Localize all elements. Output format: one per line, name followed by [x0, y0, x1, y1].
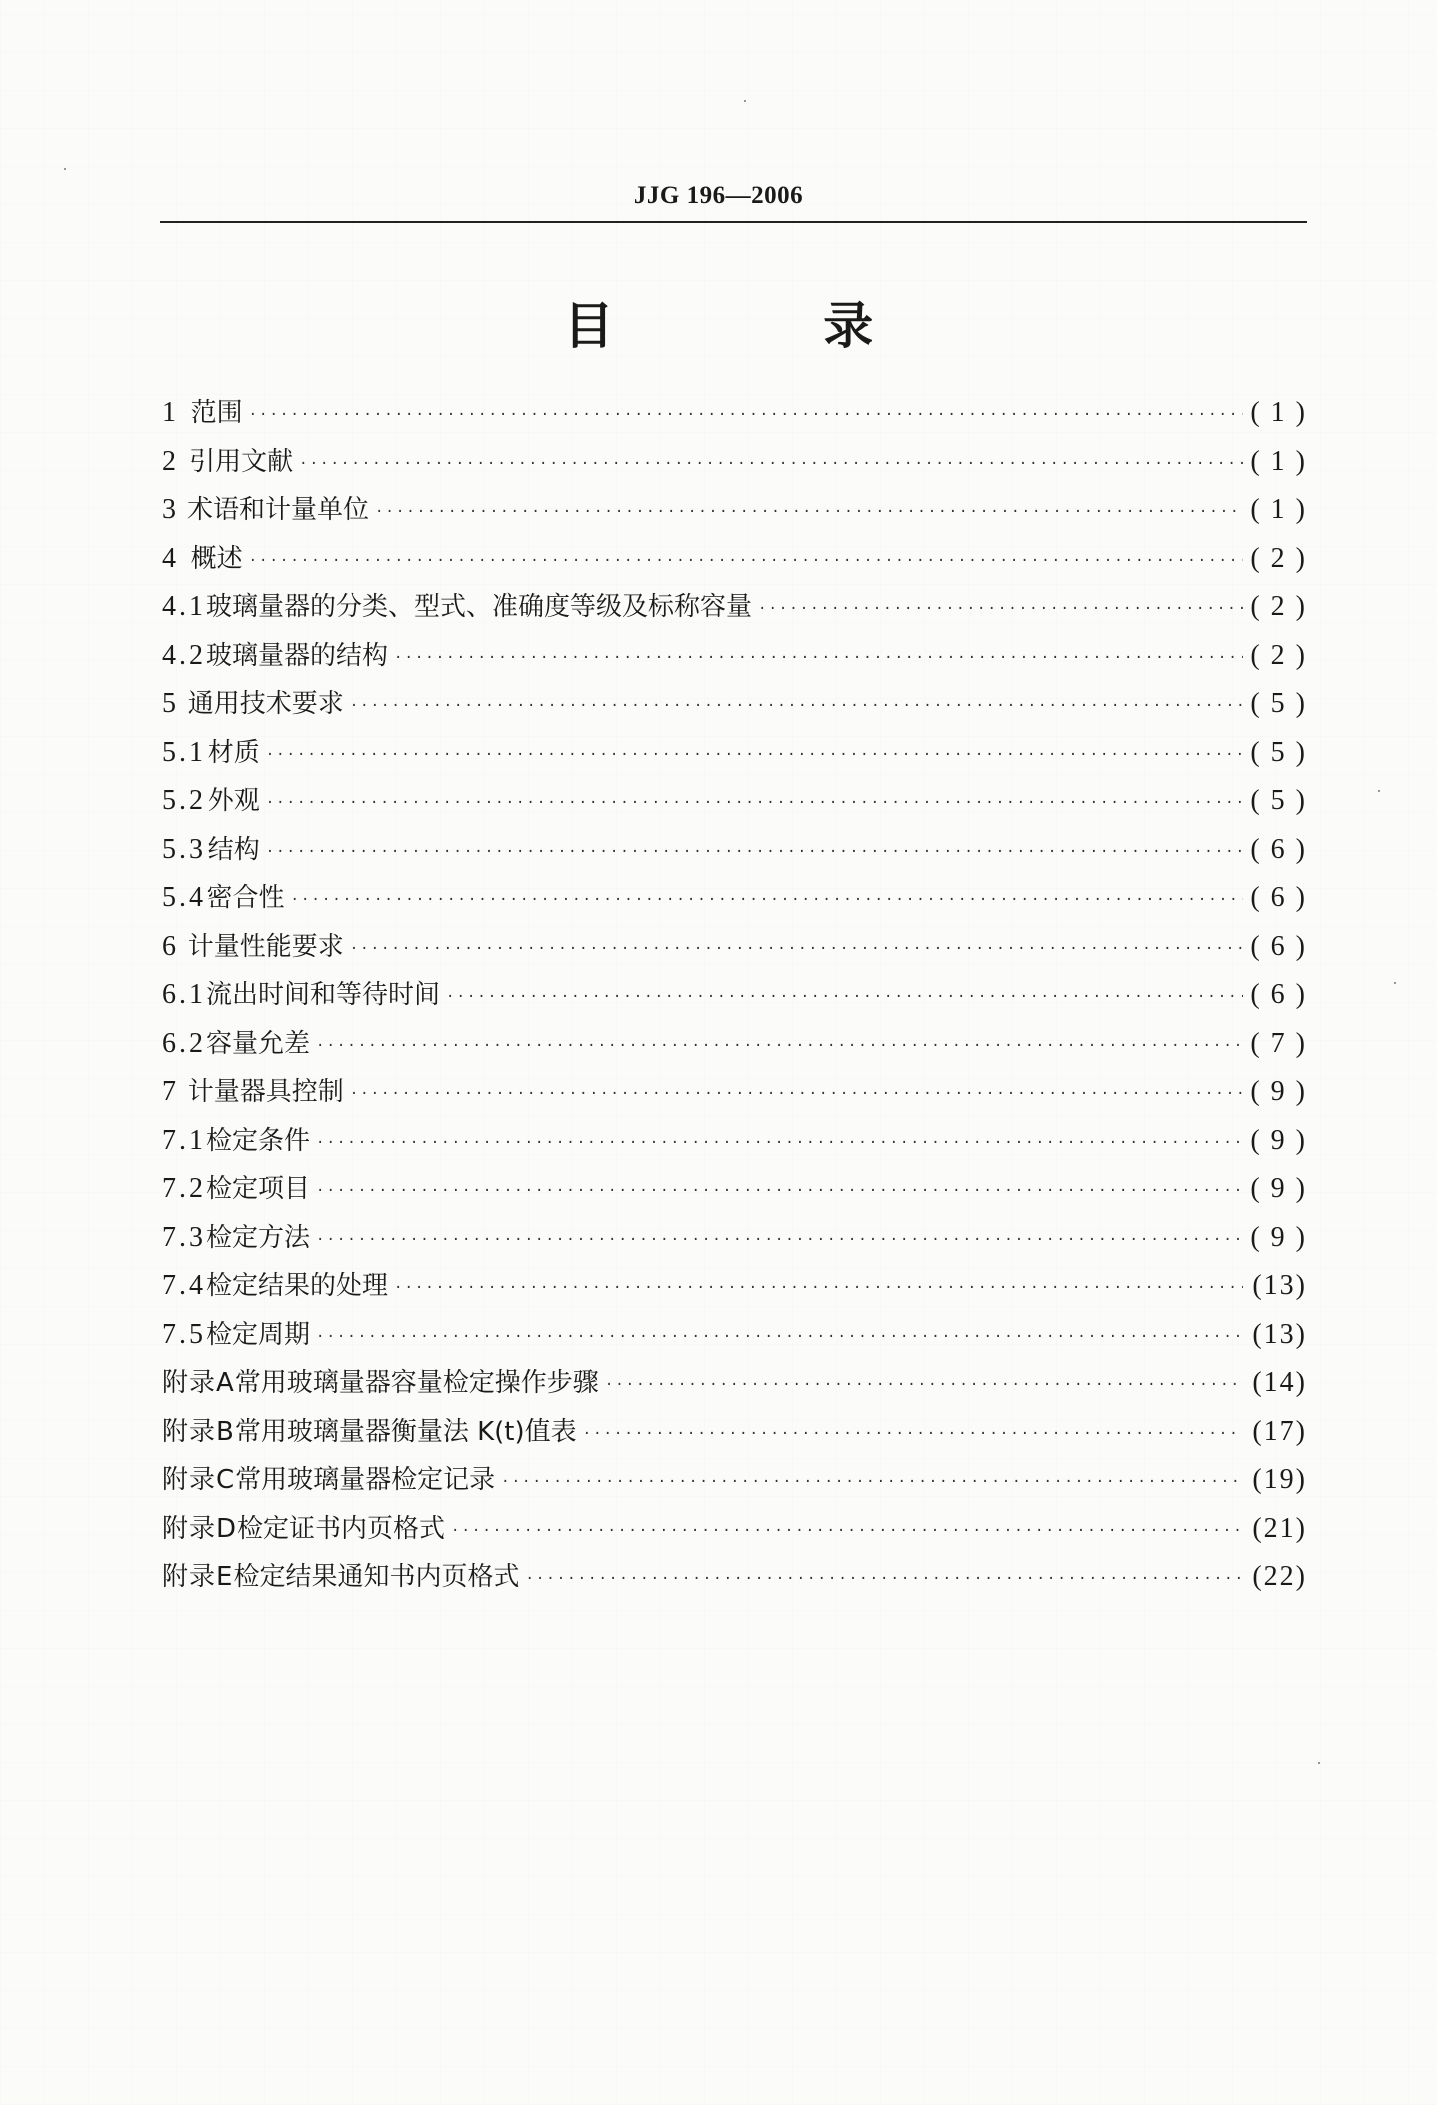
toc-entry-page: ( 9 )	[1250, 1221, 1307, 1253]
toc-dot-leader	[350, 941, 1243, 957]
toc-entry	[162, 780, 1307, 829]
toc-entry-page: ( 2 )	[1250, 639, 1307, 671]
toc-entry-label: 检定方法	[206, 1222, 311, 1253]
toc-entry-label: 引用文献	[189, 446, 294, 477]
toc-entry-label: 常用玻璃量器检定记录	[235, 1465, 496, 1495]
header-rule	[160, 221, 1307, 223]
toc-entry	[162, 1556, 1307, 1605]
scan-speck	[1318, 1762, 1320, 1764]
toc-entry-label: 常用玻璃量器容量检定操作步骤	[234, 1368, 599, 1398]
toc-entry	[162, 392, 1307, 441]
toc-entry-page: (13)	[1252, 1270, 1307, 1301]
toc-entry-label: 玻璃量器的分类、型式、准确度等级及标称容量	[206, 592, 753, 622]
toc-entry-number: 5	[162, 688, 177, 719]
toc-entry-number: 5.2	[162, 785, 206, 816]
toc-entry-page: ( 6 )	[1250, 833, 1307, 865]
toc-entry-label: 检定项目	[206, 1174, 311, 1204]
page-title: 目 录	[563, 297, 970, 355]
toc-entry-page: ( 5 )	[1250, 736, 1307, 768]
toc-dot-leader	[316, 1038, 1243, 1054]
toc-entry	[162, 1314, 1307, 1363]
toc-entry-label: 检定周期	[206, 1319, 311, 1350]
toc-entry	[162, 441, 1307, 490]
toc-entry-page: ( 1 )	[1250, 494, 1307, 525]
toc-entry-number: 5.1	[162, 736, 206, 768]
toc-entry	[162, 829, 1307, 878]
toc-dot-leader	[299, 456, 1243, 472]
toc-entry-number: 3	[162, 494, 177, 525]
toc-entry	[162, 489, 1307, 538]
toc-entry-number: 6.2	[162, 1027, 206, 1059]
toc-entry-label: 密合性	[206, 883, 285, 913]
toc-entry	[162, 1411, 1307, 1460]
toc-dot-leader	[350, 1086, 1243, 1102]
toc-entry-page: ( 9 )	[1250, 1124, 1307, 1156]
toc-entry-number: 7.2	[162, 1173, 206, 1204]
toc-dot-leader	[316, 1135, 1243, 1151]
scan-speck	[64, 168, 66, 170]
toc-entry-number: 4.2	[162, 639, 206, 671]
toc-entry-page: ( 6 )	[1250, 930, 1307, 962]
toc-entry-number: 附录B	[162, 1416, 235, 1447]
toc-dot-leader	[266, 795, 1243, 811]
toc-entry	[162, 586, 1307, 635]
toc-entry-label: 范围	[190, 398, 243, 428]
toc-entry-page: (19)	[1252, 1464, 1307, 1495]
toc-entry-page: ( 2 )	[1250, 542, 1307, 574]
toc-entry	[162, 1217, 1307, 1266]
toc-entry-label: 计量性能要求	[187, 931, 344, 962]
toc-entry-label: 材质	[207, 737, 260, 768]
toc-entry-label: 概述	[190, 543, 243, 574]
toc-dot-leader	[451, 1523, 1243, 1539]
scan-speck	[1394, 982, 1396, 984]
toc-entry-label: 术语和计量单位	[186, 495, 369, 525]
toc-entry-number: 2	[162, 445, 177, 477]
toc-entry	[162, 926, 1307, 975]
toc-dot-leader	[375, 504, 1243, 520]
toc-dot-leader	[583, 1426, 1243, 1442]
toc-entry-number: 6.1	[162, 979, 206, 1010]
toc-entry	[162, 635, 1307, 684]
toc-entry	[162, 683, 1307, 732]
toc-entry-number: 6	[162, 930, 177, 962]
toc-entry-number: 1	[162, 397, 177, 428]
toc-entry-number: 附录E	[162, 1562, 234, 1592]
toc-entry-number: 附录A	[162, 1368, 235, 1398]
toc-dot-leader	[249, 407, 1243, 423]
toc-entry-page: ( 1 )	[1250, 397, 1307, 428]
toc-entry-label: 检定证书内页格式	[237, 1513, 446, 1544]
toc-entry-page: ( 6 )	[1250, 882, 1307, 913]
toc-dot-leader	[446, 989, 1243, 1005]
toc-entry-number: 7	[162, 1076, 177, 1107]
toc-entry	[162, 1071, 1307, 1120]
toc-entry-label: 常用玻璃量器衡量法 K(t)值表	[234, 1416, 577, 1447]
toc-entry-number: 7.1	[162, 1124, 206, 1156]
toc-dot-leader	[266, 844, 1243, 860]
toc-entry	[162, 1508, 1307, 1557]
toc-entry-number: 4	[162, 542, 177, 574]
toc-entry-page: ( 7 )	[1250, 1027, 1307, 1059]
toc-entry-label: 玻璃量器的结构	[206, 640, 389, 671]
toc-dot-leader	[249, 553, 1243, 569]
toc-dot-leader	[266, 747, 1243, 763]
toc-entry-page: ( 6 )	[1250, 979, 1307, 1010]
toc-entry-number: 5.3	[162, 833, 206, 865]
toc-dot-leader	[316, 1183, 1243, 1199]
toc-entry-label: 计量器具控制	[187, 1077, 344, 1107]
toc-entry	[162, 1459, 1307, 1508]
toc-entry-label: 检定条件	[206, 1125, 311, 1156]
scan-speck	[744, 100, 746, 102]
scan-speck	[1378, 790, 1380, 792]
toc-entry	[162, 1023, 1307, 1072]
toc-entry-page: ( 5 )	[1250, 688, 1307, 719]
toc-dot-leader	[291, 892, 1243, 908]
toc-entry-page: (14)	[1252, 1367, 1307, 1398]
toc-dot-leader	[394, 650, 1243, 666]
toc-entry-number: 附录D	[162, 1513, 238, 1544]
toc-entry-number: 5.4	[162, 882, 206, 913]
toc-dot-leader	[316, 1329, 1243, 1345]
toc-entry-label: 流出时间和等待时间	[206, 980, 441, 1010]
standard-code: JJG 196—2006	[633, 182, 804, 209]
toc-entry-number: 7.5	[162, 1318, 206, 1350]
toc-entry-number: 附录C	[162, 1465, 236, 1495]
toc-entry	[162, 974, 1307, 1023]
toc-entry-page: ( 9 )	[1250, 1076, 1307, 1107]
toc-entry-page: (13)	[1252, 1318, 1307, 1350]
toc-entry-page: ( 5 )	[1250, 785, 1307, 816]
toc-dot-leader	[350, 698, 1243, 714]
toc-entry-label: 容量允差	[206, 1028, 311, 1059]
toc-entry-page: ( 1 )	[1250, 445, 1307, 477]
toc-entry-page: (17)	[1252, 1415, 1307, 1447]
toc-entry-label: 通用技术要求	[187, 689, 344, 719]
toc-entry	[162, 1120, 1307, 1169]
toc-entry-page: ( 2 )	[1250, 591, 1307, 622]
toc-dot-leader	[501, 1474, 1243, 1490]
toc-dot-leader	[394, 1280, 1243, 1296]
toc-entry	[162, 1168, 1307, 1217]
toc-entry	[162, 732, 1307, 781]
toc-entry	[162, 1362, 1307, 1411]
toc-entry-label: 结构	[207, 834, 260, 865]
toc-entry-label: 检定结果通知书内页格式	[233, 1562, 520, 1592]
toc-entry-label: 外观	[207, 786, 260, 816]
toc-entry	[162, 1265, 1307, 1314]
toc-entry-label: 检定结果的处理	[206, 1271, 389, 1301]
toc-entry	[162, 538, 1307, 587]
toc-entry-number: 7.4	[162, 1270, 206, 1301]
toc-dot-leader	[758, 601, 1243, 617]
toc-dot-leader	[525, 1571, 1243, 1587]
table-of-contents	[162, 392, 1307, 1605]
toc-entry-page: ( 9 )	[1250, 1173, 1307, 1204]
toc-entry-number: 7.3	[162, 1221, 206, 1253]
toc-entry-page: (22)	[1252, 1561, 1307, 1592]
toc-dot-leader	[316, 1232, 1243, 1248]
toc-dot-leader	[605, 1377, 1243, 1393]
toc-entry-page: (21)	[1252, 1512, 1307, 1544]
toc-entry-number: 4.1	[162, 591, 206, 622]
toc-entry	[162, 877, 1307, 926]
